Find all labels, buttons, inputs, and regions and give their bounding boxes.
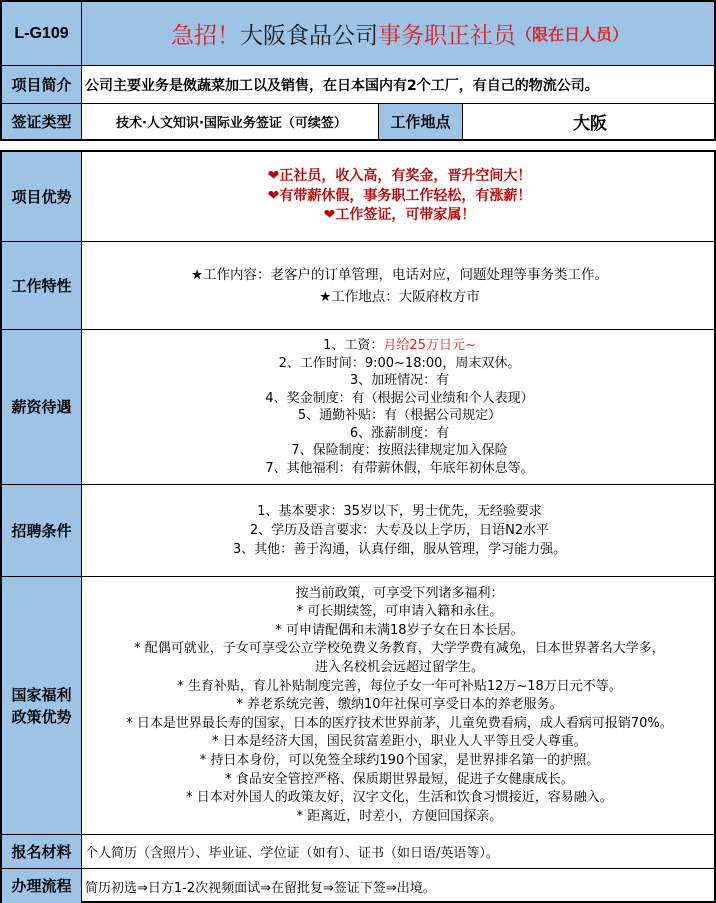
title-restriction: （限在日人员） [515,25,628,44]
policy-intro: 按当前政策，可享受下列诸多福利： [295,585,504,601]
location-label: 工作地点 [379,104,463,139]
pay-item: 5、通勤补贴：有（根据公司规定） [297,408,502,423]
intro-label: 项目简介 [2,66,82,103]
process-text: 简历初选⇒日方1-2次视频面试⇒在留批复⇒签证下签⇒出境。 [85,880,436,896]
visa-label: 签证类型 [2,104,82,139]
pay-item: 3、加班情况：有 [349,373,450,388]
advantage-item: ❤正社员，收入高，有奖金，晋升空间大！ [267,168,532,185]
pay-item: 4、奖金制度：有（根据公司业绩和个人表现） [265,390,534,406]
job-detail-table [0,150,716,903]
policy-item: * 可长期续签，可申请入籍和永住。 [296,604,503,620]
requirement-item: 3、其他：善于沟通，认真仔细，服从管理，学习能力强。 [232,542,567,557]
materials-row [2,835,714,869]
policy-label: 国家福利 政策优势 [2,577,82,834]
materials-label: 报名材料 [2,835,82,868]
job-title [82,2,714,65]
heart-icon: ❤ [267,187,280,204]
pay-item: 7、其他福利：有带薪休假，年底年初休息等。 [265,460,534,476]
pay-item-salary: 1、工资：月给25万日元~ [323,338,476,353]
requirement-item: 1、基本要求：35岁以下，男士优先，无经验要求 [257,504,542,519]
policy-item: * 日本对外国人的政策友好，汉字文化，生活和饮食习惯接近，容易融入。 [186,790,613,806]
title-company: 大阪食品公司 [239,23,378,49]
policy-list [82,577,714,834]
pay-item: 2、工作时间：9:00~18:00，周末双休。 [278,355,521,371]
advantages-row [2,152,714,242]
feature-item: ★工作内容：老客户的订单管理，电话对应，问题处理等事务类工作。 [190,266,609,283]
policy-item: * 可申请配偶和未满18岁子女在日本长居。 [275,622,524,638]
visa-value: 技术·人文知识·国际业务签证（可续签） [82,104,379,139]
pay-item: 7、保险制度：按照法律规定加入保险 [291,443,508,458]
features-row [2,242,714,330]
title-position: 事务职正社员 [377,23,516,49]
policy-item: 进入名校机会远超过留学生。 [314,660,484,676]
advantages-list [82,152,714,241]
process-row [2,869,714,903]
policy-item: * 距离近，时差小，方便回国探亲。 [296,808,503,824]
intro-row [2,66,714,104]
pay-list [82,330,714,484]
location-value: 大阪 [573,114,607,134]
materials-text: 个人简历（含照片）、毕业证、学位证（如有）、证书（如日语/英语等）。 [85,846,499,861]
policy-item: * 食品安全管控严格、保质期世界最短，促进子女健康成长。 [225,771,574,787]
policy-item: * 日本是世界最长寿的国家，日本的医疗技术世界前茅，儿童免费看病，成人看病可报销70%。 [126,715,673,731]
features-list [82,242,714,329]
policy-item: * 生育补贴，育儿补贴制度完善，每位子女一年可补贴12万~18万日元不等。 [177,678,622,694]
features-label: 工作特性 [2,242,82,329]
requirements-list [82,485,714,576]
pay-row [2,330,714,485]
visa-row [2,104,714,139]
pay-item: 6、涨薪制度：有 [349,425,450,441]
policy-row [2,577,714,835]
policy-item: * 持日本身份，可以免签全球约190个国家，是世界排名第一的护照。 [199,752,600,768]
feature-item: ★工作地点：大阪府枚方市 [319,288,480,305]
requirement-item: 2、学历及语言要求：大专及以上学历，日语N2水平 [249,523,550,538]
advantage-item: ❤工作签证，可带家属！ [323,207,476,224]
intro-text: 公司主要业务是傚蔬菜加工以及销售，在日本国内有2个工厂，有自己的物流公司。 [85,77,599,94]
requirements-label: 招聘条件 [2,485,82,576]
advantages-label: 项目优势 [2,152,82,241]
heart-icon: ❤ [323,207,336,224]
job-summary-table [0,0,716,141]
policy-item: * 配偶可就业，子女可享受公立学校免费义务教育，大学学费有减免，日本世界著名大学多， [134,641,665,657]
salary-value: 月给25万日元~ [383,338,476,353]
heart-icon: ❤ [267,168,280,185]
title-urgent: 急招！ [170,23,240,49]
job-code: L-G109 [2,2,82,65]
requirements-row [2,485,714,577]
process-label: 办理流程 [2,869,82,903]
header-row [2,2,714,66]
advantage-item: ❤有带薪休假，事务职工作轻松，有涨薪！ [267,187,532,204]
pay-label: 薪资待遇 [2,330,82,484]
policy-item: * 养老系统完善，缴纳10年社保可享受日本的养老服务。 [236,697,563,713]
policy-item: * 日本是经济大国，国民贫富差距小，职业人人平等且受人尊重。 [212,734,587,750]
